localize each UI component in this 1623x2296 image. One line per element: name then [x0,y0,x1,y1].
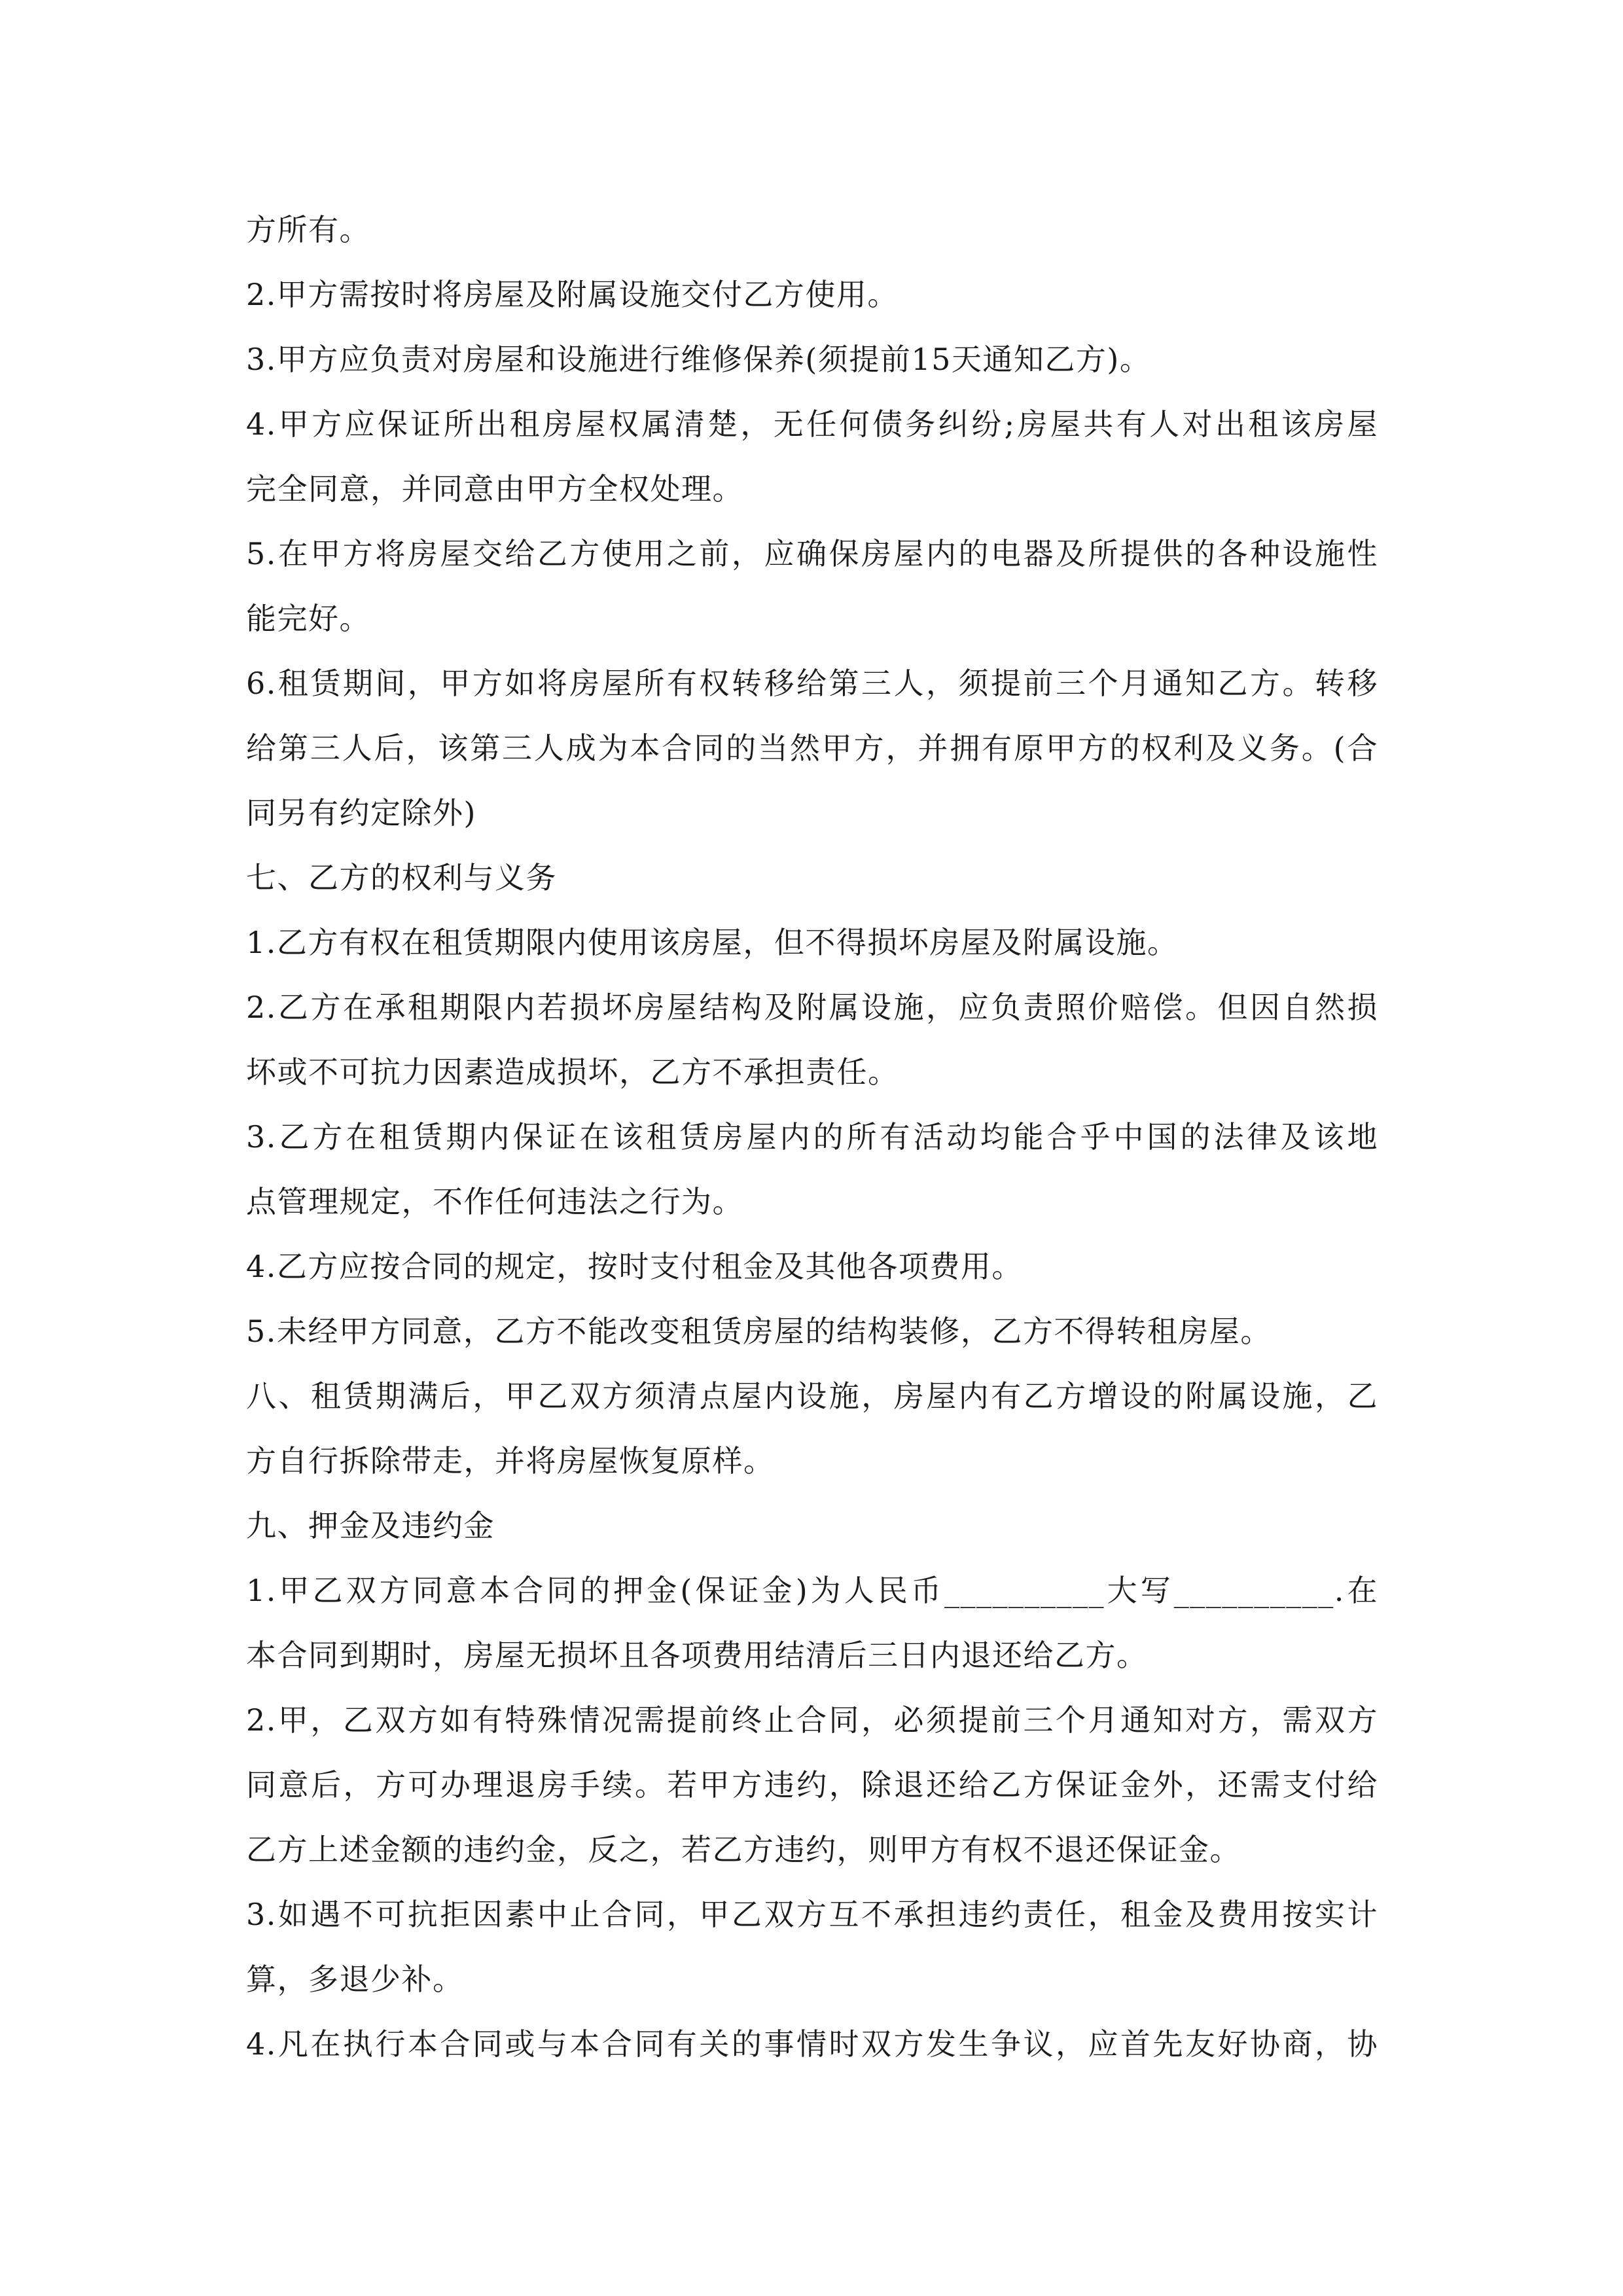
text-line: 同另有约定除外) [246,795,476,831]
section-heading: 九、押金及违约金 [246,1508,495,1543]
document-body [246,198,1378,2077]
text-line: 算，多退少补。 [246,1962,464,1997]
text-line: 6.租赁期间，甲方如将房屋所有权转移给第三人，须提前三个月通知乙方。转移 [246,666,1378,701]
text-line: 3.乙方在租赁期内保证在该租赁房屋内的所有活动均能合乎中国的法律及该地 [246,1119,1378,1155]
text-line: 方所有。 [246,212,370,247]
text-line: 5.在甲方将房屋交给乙方使用之前，应确保房屋内的电器及所提供的各种设施性 [246,536,1378,571]
text-line: 4.乙方应按合同的规定，按时支付租金及其他各项费用。 [246,1249,1023,1284]
text-line: 点管理规定，不作任何违法之行为。 [246,1184,743,1219]
text-line: 3.甲方应负责对房屋和设施进行维修保养(须提前15天通知乙方)。 [246,342,1151,377]
text-line: 能完好。 [246,601,370,636]
text-line: 本合同到期时，房屋无损坏且各项费用结清后三日内退还给乙方。 [246,1638,1148,1673]
section-heading: 七、乙方的权利与义务 [246,860,557,895]
text-line: 完全同意，并同意由甲方全权处理。 [246,471,743,507]
text-line: 1.甲乙双方同意本合同的押金(保证金)为人民币__________大写__________.在 [246,1573,1378,1608]
text-line: 4.凡在执行本合同或与本合同有关的事情时双方发生争议，应首先友好协商，协 [246,2026,1378,2062]
text-line: 坏或不可抗力因素造成损坏，乙方不承担责任。 [246,1054,899,1090]
text-line: 4.甲方应保证所出租房屋权属清楚，无任何债务纠纷;房屋共有人对出租该房屋 [246,406,1378,442]
text-line: 方自行拆除带走，并将房屋恢复原样。 [246,1443,775,1479]
text-line: 同意后，方可办理退房手续。若甲方违约，除退还给乙方保证金外，还需支付给 [246,1767,1378,1803]
text-line: 3.如遇不可抗拒因素中止合同，甲乙双方互不承担违约责任，租金及费用按实计 [246,1897,1378,1932]
text-line: 1.乙方有权在租赁期限内使用该房屋，但不得损坏房屋及附属设施。 [246,925,1179,960]
text-line: 2.甲，乙双方如有特殊情况需提前终止合同，必须提前三个月通知对方，需双方 [246,1702,1378,1738]
text-line: 给第三人后，该第三人成为本合同的当然甲方，并拥有原甲方的权利及义务。(合 [246,730,1378,766]
section-heading: 八、租赁期满后，甲乙双方须清点屋内设施，房屋内有乙方增设的附属设施，乙 [246,1378,1378,1414]
text-line: 乙方上述金额的违约金，反之，若乙方违约，则甲方有权不退还保证金。 [246,1832,1241,1867]
text-line: 2.甲方需按时将房屋及附属设施交付乙方使用。 [246,277,899,312]
text-line: 5.未经甲方同意，乙方不能改变租赁房屋的结构装修，乙方不得转租房屋。 [246,1314,1272,1349]
text-line: 2.乙方在承租期限内若损坏房屋结构及附属设施，应负责照价赔偿。但因自然损 [246,990,1378,1025]
